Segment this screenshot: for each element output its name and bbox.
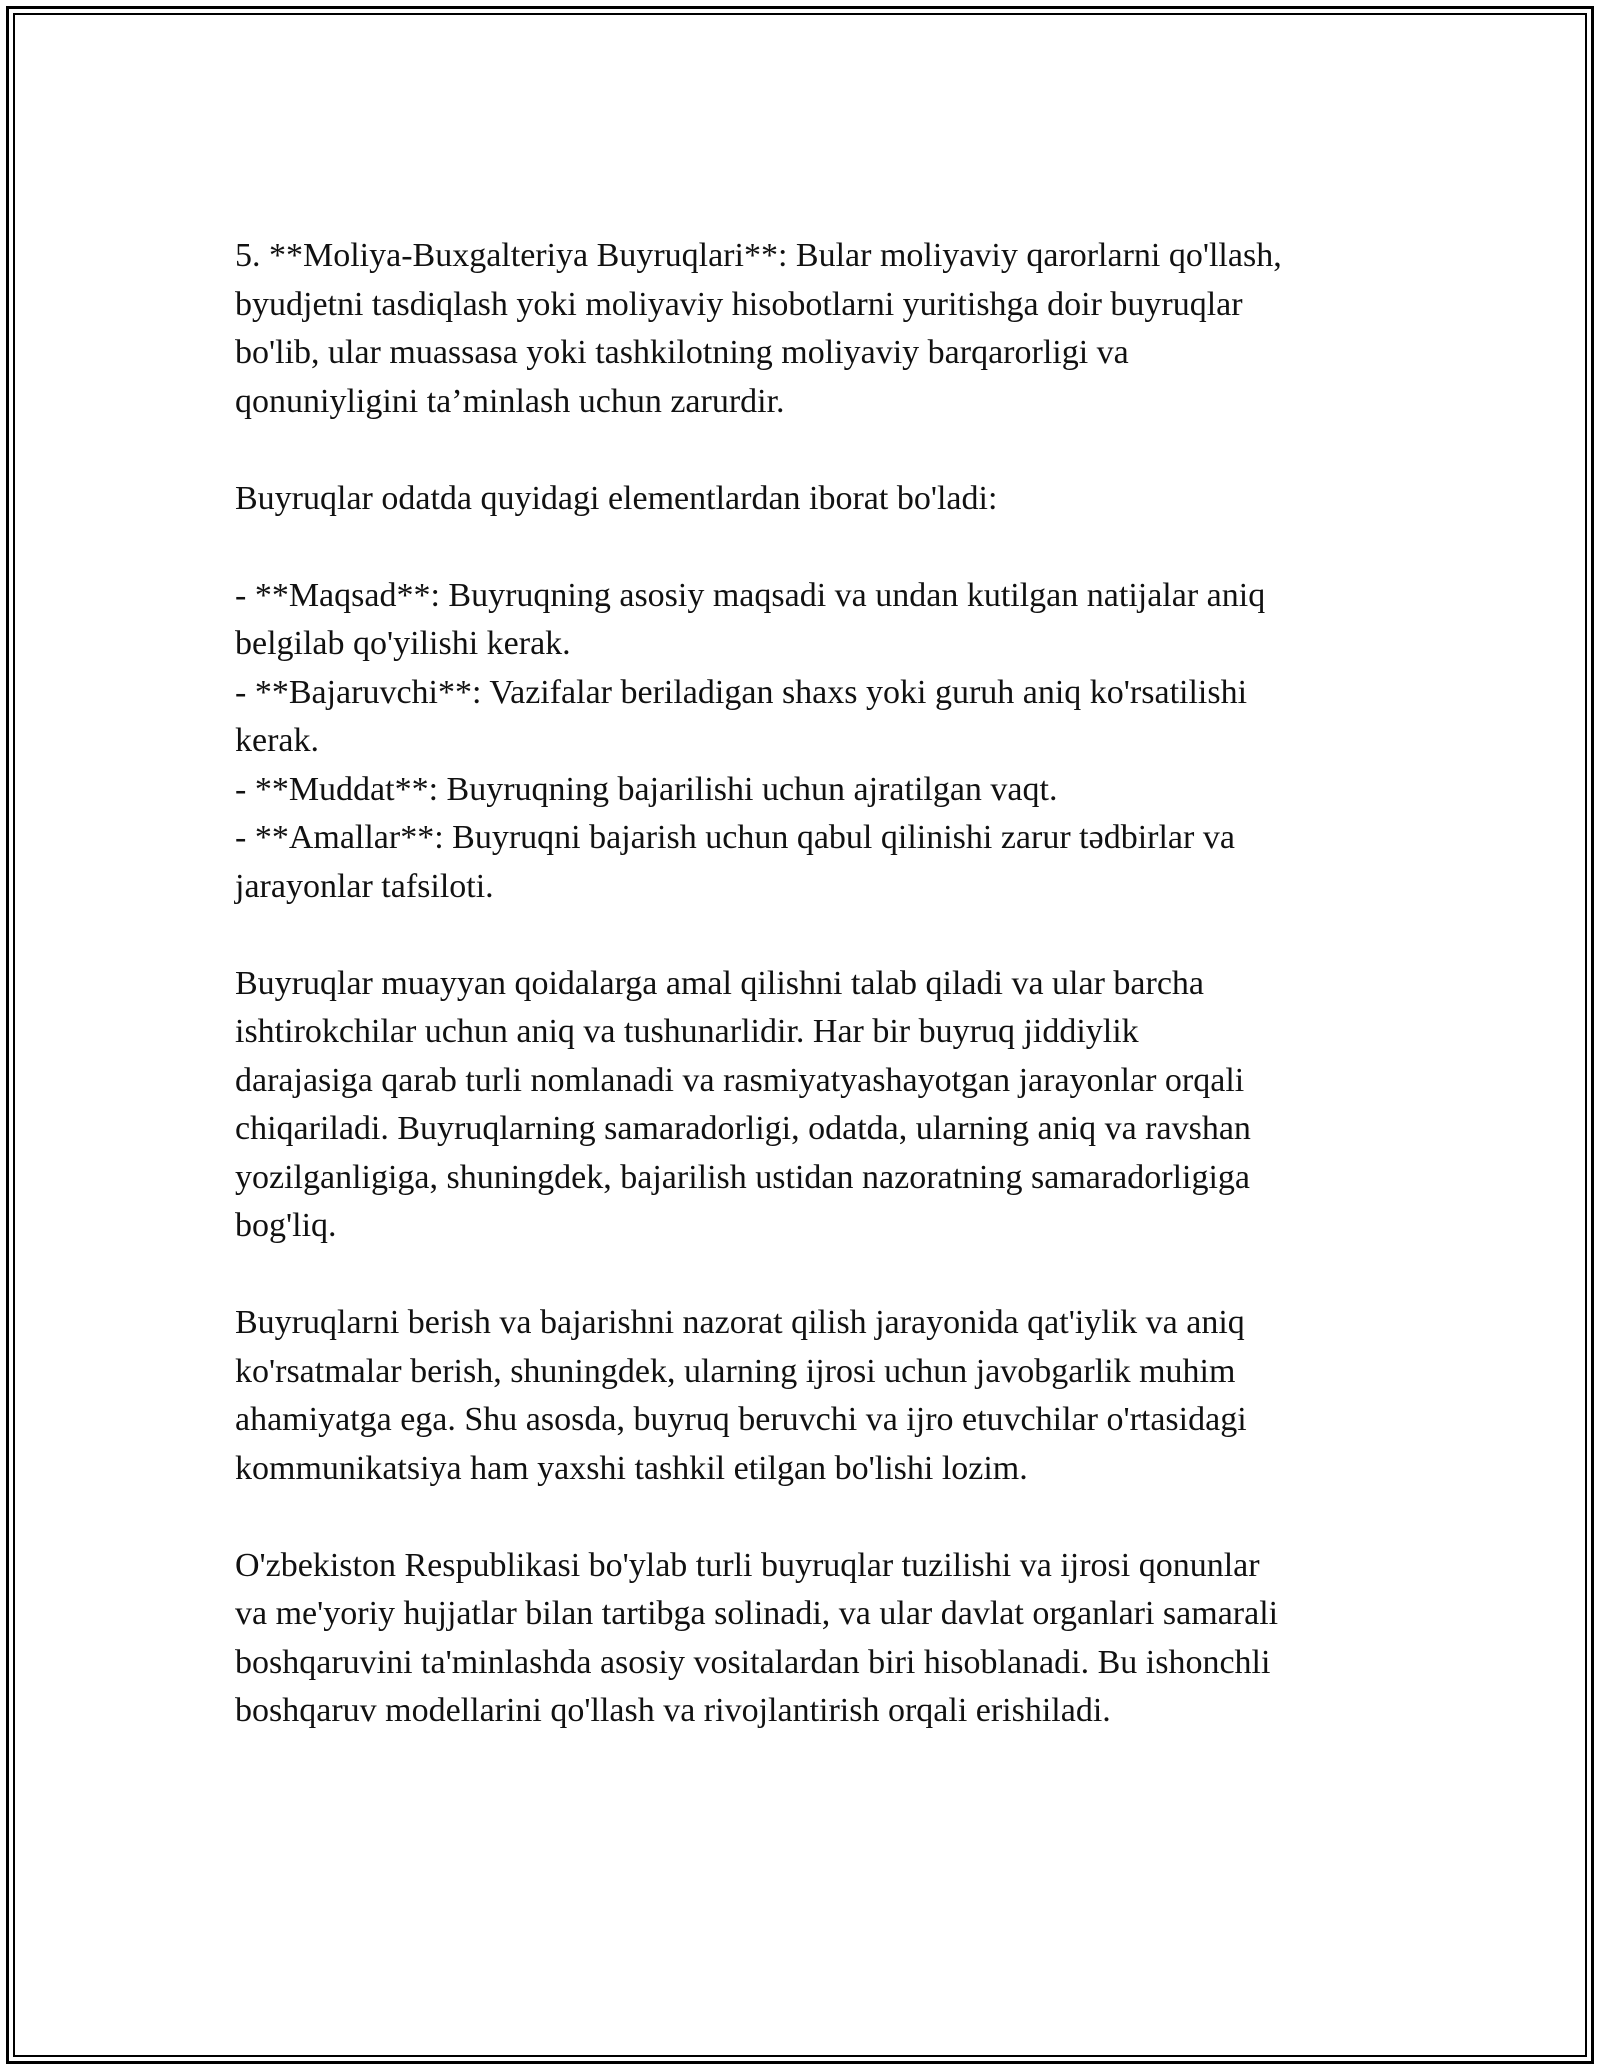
text-line: ishtirokchilar uchun aniq va tushunarlidir. Har bir buyruq jiddiylik xyxy=(235,1013,1139,1050)
paragraph-respublika xyxy=(235,1542,1385,1736)
text-line: va me'yoriy hujjatlar bilan tartibga solinadi, va ular davlat organlari samarali xyxy=(235,1595,1279,1632)
text-line: Buyruqlar muayyan qoidalarga amal qilishni talab qiladi va ular barcha xyxy=(235,964,1204,1002)
text-line: chiqariladi. Buyruqlarning samaradorligi, odatda, ularning aniq va ravshan xyxy=(235,1110,1251,1147)
text-line: bo'lib, ular muassasa yoki tashkilotning moliyaviy barqarorligi va xyxy=(235,334,1129,371)
paragraph-elements-intro xyxy=(235,475,1385,524)
text-line: ko'rsatmalar berish, shuningdek, ularning ijrosi uchun javobgarlik muhim xyxy=(235,1352,1236,1390)
list-item-continuation: kerak. xyxy=(235,722,320,759)
paragraph-nazorat xyxy=(235,1299,1385,1493)
elements-list xyxy=(235,572,1385,912)
paragraph-gap xyxy=(235,911,1385,960)
paragraph-gap xyxy=(235,523,1385,572)
text-line: kommunikatsiya ham yaxshi tashkil etilgan bo'lishi lozim. xyxy=(235,1449,1028,1487)
list-item-continuation: jarayonlar tafsiloti. xyxy=(235,867,494,905)
document-body xyxy=(235,232,1385,1736)
list-item-continuation: belgilab qo'yilishi kerak. xyxy=(235,625,571,662)
list-item: - **Amallar**: Buyruqni bajarish uchun qabul qilinishi zarur tədbirlar va xyxy=(235,819,1235,856)
text-line: ahamiyatga ega. Shu asosda, buyruq beruvchi va ijro etuvchilar o'rtasidagi xyxy=(235,1401,1247,1438)
text-line: byudjetni tasdiqlash yoki moliyaviy hisobotlarni yuritishga doir buyruqlar xyxy=(235,285,1243,323)
text-line: yozilganligiga, shuningdek, bajarilish ustidan nazoratning samaradorligiga xyxy=(235,1158,1251,1196)
paragraph-gap xyxy=(235,1493,1385,1542)
text-line: Buyruqlar odatda quyidagi elementlardan iborat bo'ladi: xyxy=(235,479,998,517)
paragraph-qoidalar xyxy=(235,960,1385,1251)
text-line: Buyruqlarni berish va bajarishni nazorat qilish jarayonida qat'iylik va aniq xyxy=(235,1304,1245,1341)
text-line: O'zbekiston Respublikasi bo'ylab turli buyruqlar tuzilishi va ijrosi qonunlar xyxy=(235,1546,1260,1584)
text-line: qonuniyligini ta’minlash uchun zarurdir. xyxy=(235,382,785,420)
text-line: boshqaruvini ta'minlashda asosiy vositalardan biri hisoblanadi. Bu ishonchli xyxy=(235,1643,1271,1681)
text-line: 5. **Moliya-Buxgalteriya Buyruqlari**: Bular moliyaviy qarorlarni qo'llash, xyxy=(235,237,1282,274)
text-line: bog'liq. xyxy=(235,1207,337,1244)
paragraph-gap xyxy=(235,426,1385,475)
list-item: - **Muddat**: Buyruqning bajarilishi uchun ajratilgan vaqt. xyxy=(235,770,1058,808)
paragraph-moliya-buxgalteriya xyxy=(235,232,1385,426)
list-item: - **Bajaruvchi**: Vazifalar beriladigan shaxs yoki guruh aniq ko'rsatilishi xyxy=(235,673,1248,711)
paragraph-gap xyxy=(235,1251,1385,1300)
list-item: - **Maqsad**: Buyruqning asosiy maqsadi va undan kutilgan natijalar aniq xyxy=(235,576,1266,614)
text-line: darajasiga qarab turli nomlanadi va rasmiyatyashayotgan jarayonlar orqali xyxy=(235,1061,1245,1099)
text-line: boshqaruv modellarini qo'llash va rivojlantirish orqali erishiladi. xyxy=(235,1692,1111,1729)
